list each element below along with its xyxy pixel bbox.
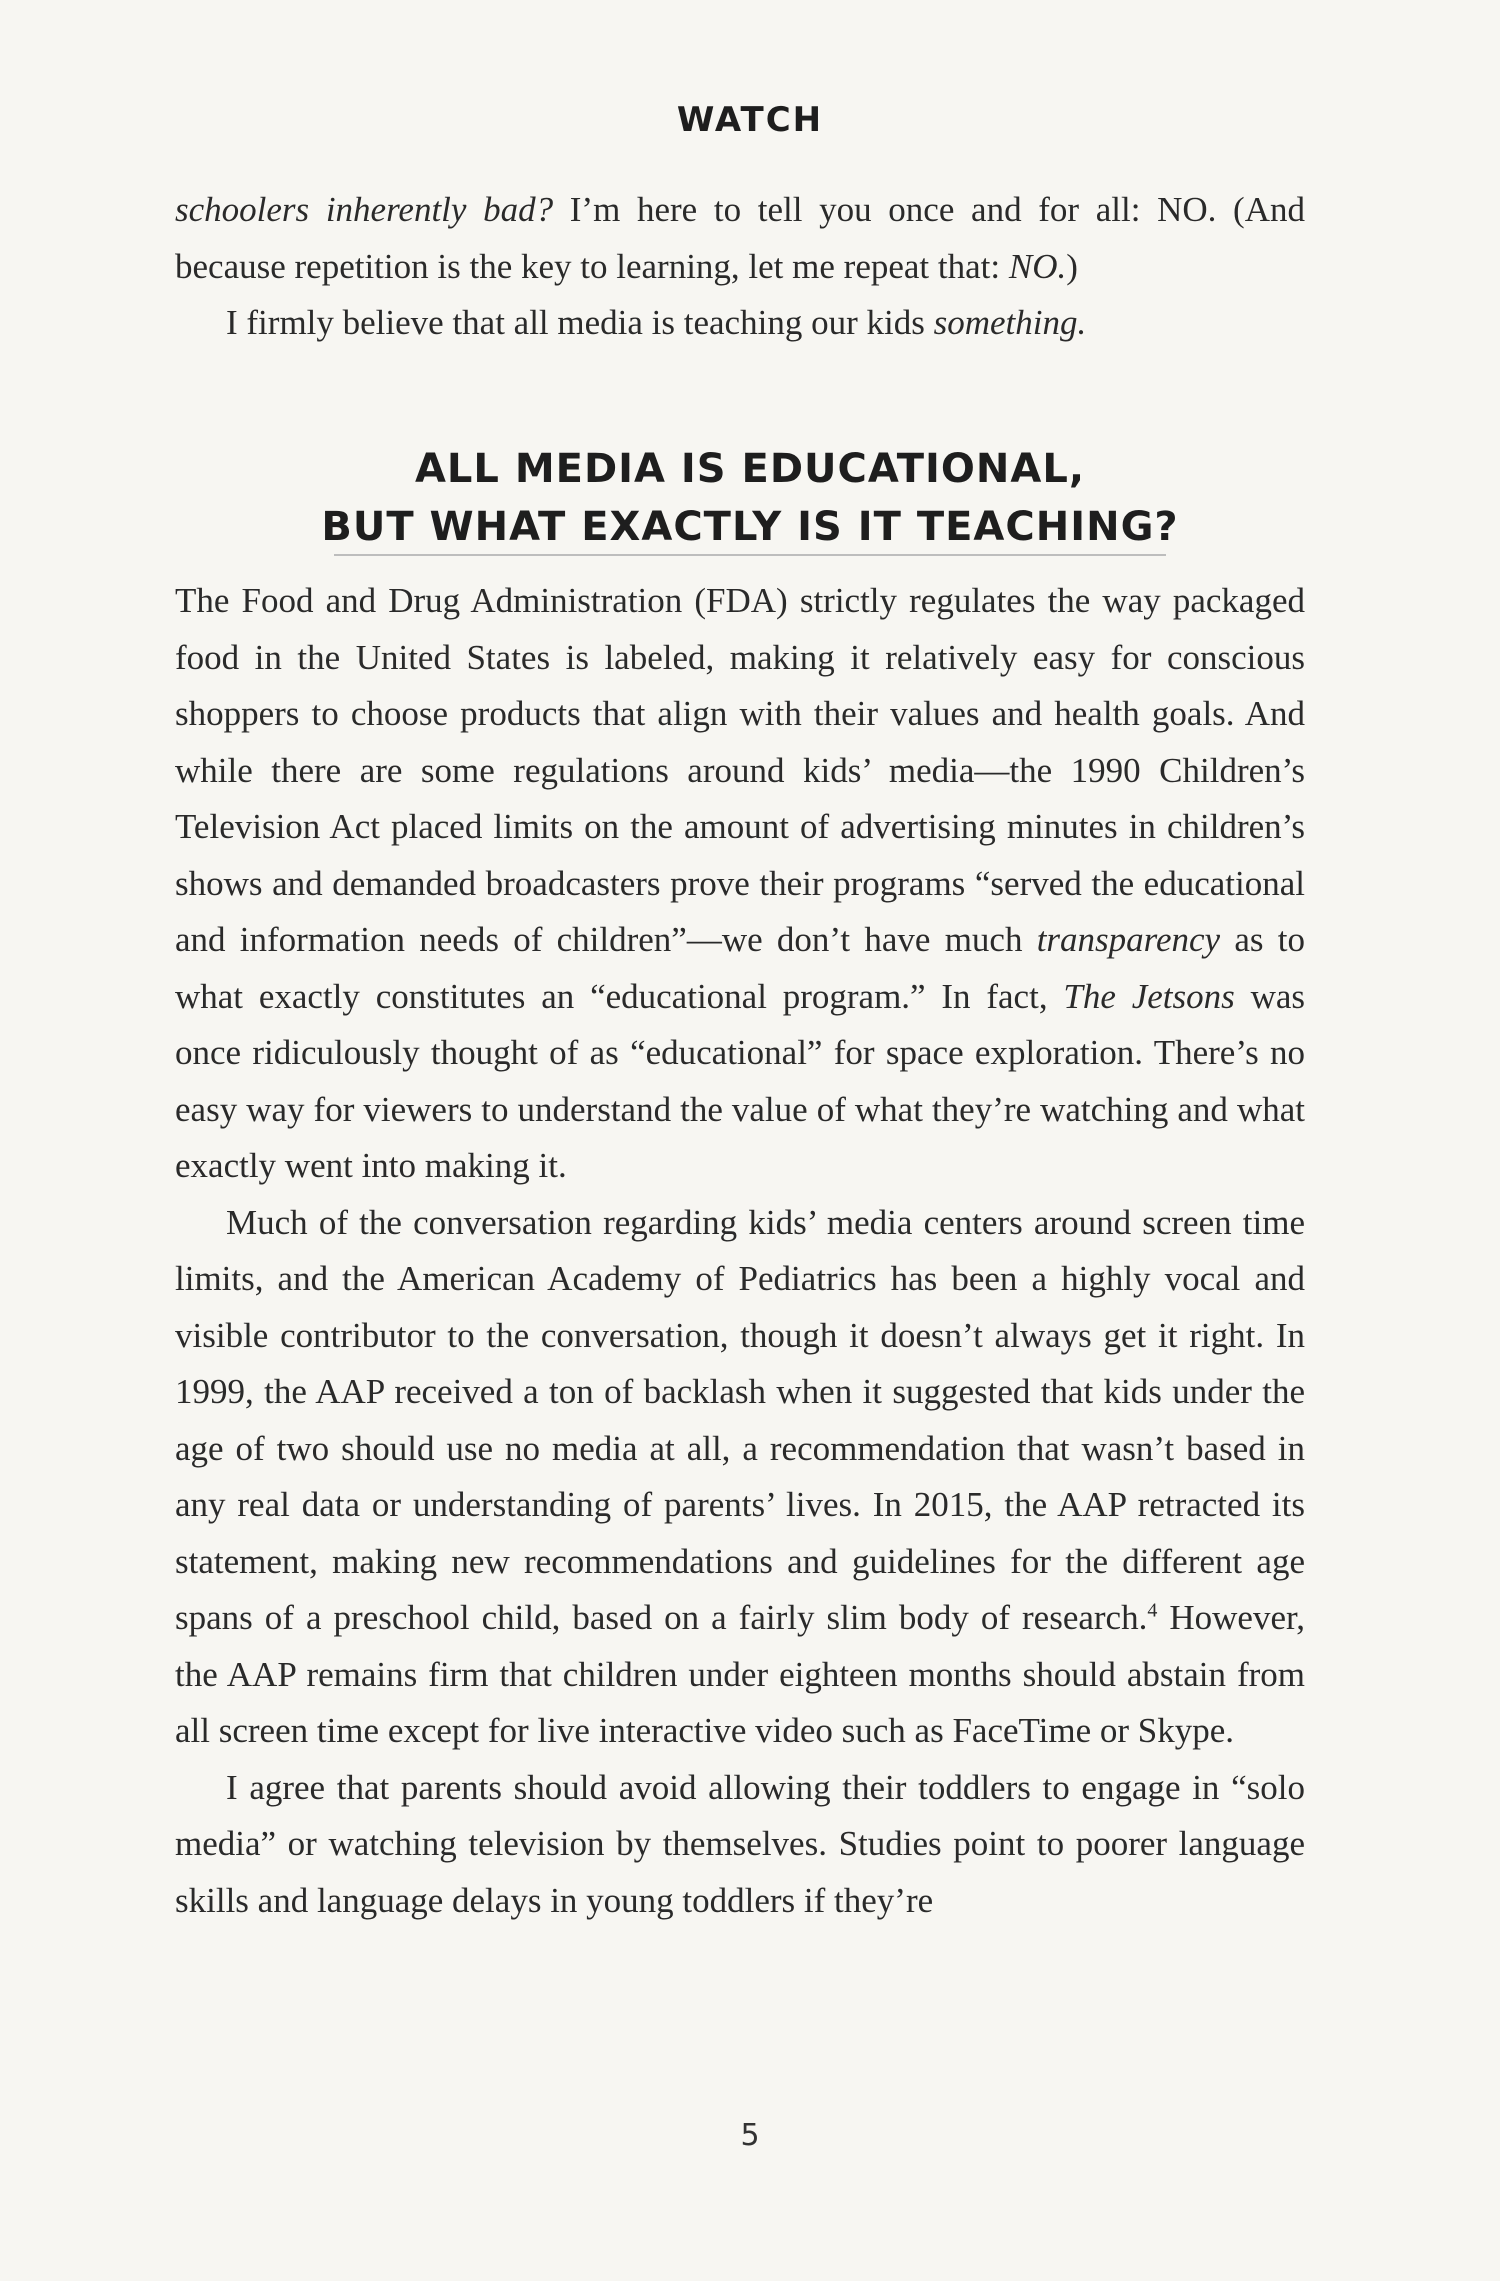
italic-the-jetsons: The Jetsons <box>1063 976 1235 1016</box>
paragraph-aap-text-after: However, the AAP remains firm that children under eighteen months should abstain from all screen time except for live interactive video such as FaceTime or Skype. <box>175 1598 1305 1750</box>
section-heading-line-1: ALL MEDIA IS EDUCATIONAL, <box>414 446 1086 492</box>
paragraph-aap <box>175 1195 1305 1760</box>
intro-close-paren: ) <box>1066 246 1078 286</box>
paragraph-fda-part-3: was once ridiculously thought of as “educational” for space exploration. There’s no easy way for viewers to understand the value of what they’re watching and what exactly went into making it. <box>175 976 1305 1185</box>
intro-paragraph-2 <box>175 295 1305 352</box>
intro-paragraph-1 <box>175 182 1305 295</box>
paragraph-fda-part-2: as to what exactly constitutes an “educational program.” In fact, <box>175 920 1305 1016</box>
heading-underline <box>334 554 1166 556</box>
intro-text-1: I’m here to tell you once and for all: NO. (And because repetition is the key to learning, let me repeat that: <box>175 190 1305 286</box>
footnote-marker: 4 <box>1147 1599 1158 1622</box>
paragraph-solo-media <box>175 1760 1305 1930</box>
intro-text <box>175 182 1305 352</box>
paragraph-solo-media-text: I agree that parents should avoid allowing their toddlers to engage in “solo media” or watching television by themselves. Studies point to poorer language skills and language delays in young toddlers if they’re <box>175 1767 1305 1920</box>
intro-italic-no: NO. <box>1008 246 1067 286</box>
page-number: 5 <box>740 2118 760 2153</box>
main-text <box>175 573 1305 1929</box>
intro-italic-something: something. <box>933 303 1087 342</box>
section-heading-line-2: BUT WHAT EXACTLY IS IT TEACHING? <box>321 504 1179 550</box>
running-head: WATCH <box>676 100 824 140</box>
section-heading <box>0 440 1500 556</box>
paragraph-fda <box>175 573 1305 1195</box>
intro-text-2: I firmly believe that all media is teaching our kids <box>226 303 934 342</box>
intro-italic-lead: schoolers inherently bad? <box>175 190 554 229</box>
italic-transparency: transparency <box>1036 920 1221 959</box>
paragraph-fda-part-1: The Food and Drug Administration (FDA) strictly regulates the way packaged food in the United States is labeled, making it relatively easy for conscious shoppers to choose products that align with their values and health goals. And while there are some regulations around kids’ media—the 1990 Children’s Television Act placed limits on the amount of advertising minutes in children’s shows and demanded broadcasters prove their programs “served the educational and information needs of children”—we don’t have much <box>175 581 1305 959</box>
paragraph-aap-text: Much of the conversation regarding kids’ media centers around screen time limits, and the American Academy of Pediatrics has been a highly vocal and visible contributor to the conversation, though it doesn’t always get it right. In 1999, the AAP received a ton of backlash when it suggested that kids under the age of two should use no media at all, a recommendation that wasn’t based in any real data or understanding of parents’ lives. In 2015, the AAP retracted its statement, making new recommendations and guidelines for the different age spans of a preschool child, based on a fairly slim body of research. <box>175 1202 1305 1637</box>
